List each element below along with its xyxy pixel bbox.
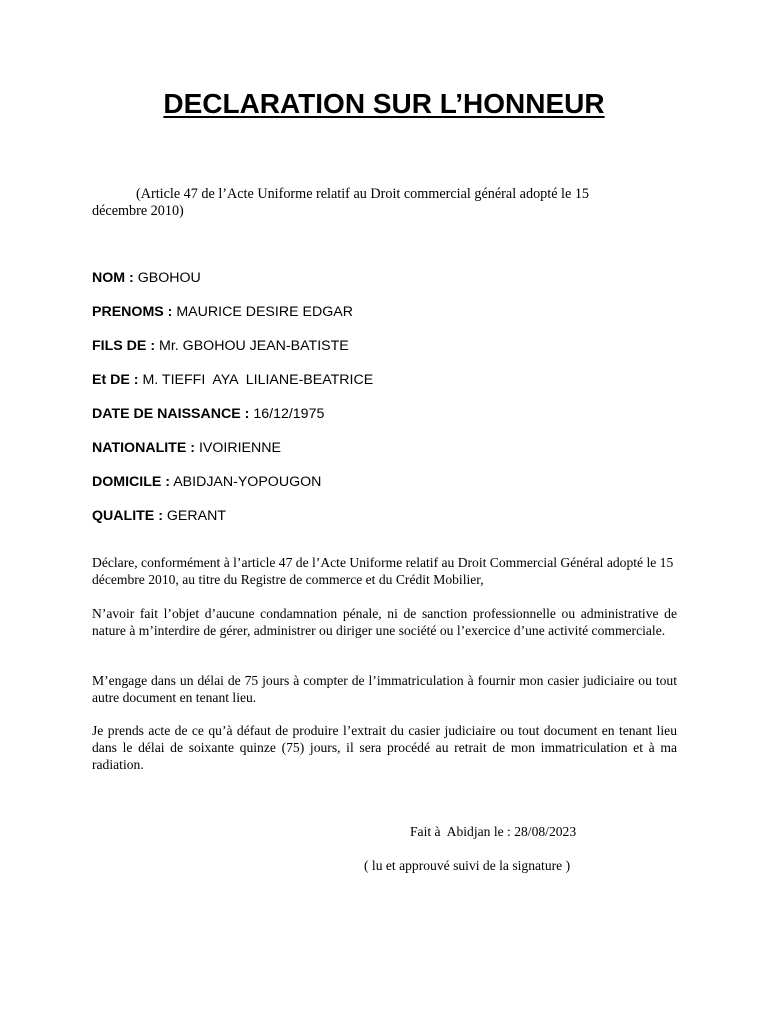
paragraph-declaration: Déclare, conformément à l’article 47 de l’Acte Uniforme relatif au Droit Commercial Général adopté le 15 décembre 2010, au titre du Registre de commerce et du Crédit Mobilier, [92, 555, 674, 587]
field-value: IVOIRIENNE [198, 440, 281, 456]
identity-fields [92, 268, 692, 540]
field-prenoms [92, 302, 692, 336]
field-et-de [92, 370, 692, 404]
field-nom [92, 268, 692, 302]
field-value: 16/12/1975 [253, 406, 325, 422]
field-label: DOMICILE : [92, 474, 171, 490]
field-label: NATIONALITE : [92, 440, 195, 456]
field-value: MAURICE DESIRE EDGAR [176, 304, 353, 320]
field-nationalite [92, 438, 692, 472]
document-title: DECLARATION SUR L’HONNEUR [163, 88, 605, 119]
field-value: Mr. GBOHOU JEAN-BATISTE [159, 338, 349, 354]
signature-note: ( lu et approuvé suivi de la signature ) [364, 858, 571, 873]
field-qualite [92, 506, 692, 540]
field-label: FILS DE : [92, 338, 156, 354]
document-subtitle: (Article 47 de l’Acte Uniforme relatif au Droit commercial général adopté le 15 décembre 2010) [92, 186, 590, 219]
field-value: GBOHOU [137, 270, 201, 286]
place-date: Fait à Abidjan le : 28/08/2023 [410, 824, 577, 839]
paragraph-acknowledgement: Je prends acte de ce qu’à défaut de produire l’extrait du casier judiciaire ou tout document en tenant lieu dans le délai de soixante quinze (75) jours, il sera procédé au retrait de mon immatriculation et à ma radiation. [92, 723, 677, 772]
field-value: ABIDJAN-YOPOUGON [173, 474, 322, 490]
field-label: NOM : [92, 270, 134, 286]
field-value: M. TIEFFI AYA LILIANE-BEATRICE [142, 372, 374, 388]
field-fils-de [92, 336, 692, 370]
paragraph-no-conviction: N’avoir fait l’objet d’aucune condamnation pénale, ni de sanction professionnelle ou administrative de nature à m’interdire de gérer, administrer ou diriger une société ou l’exercice d’une activité commerciale. [92, 606, 677, 638]
field-domicile [92, 472, 692, 506]
field-label: Et DE : [92, 372, 139, 388]
field-date-naissance [92, 404, 692, 438]
field-label: QUALITE : [92, 508, 163, 524]
field-label: DATE DE NAISSANCE : [92, 406, 250, 422]
paragraph-commitment: M’engage dans un délai de 75 jours à compter de l’immatriculation à fournir mon casier judiciaire ou tout autre document en tenant lieu. [92, 673, 677, 705]
field-label: PRENOMS : [92, 304, 173, 320]
field-value: GERANT [166, 508, 227, 524]
